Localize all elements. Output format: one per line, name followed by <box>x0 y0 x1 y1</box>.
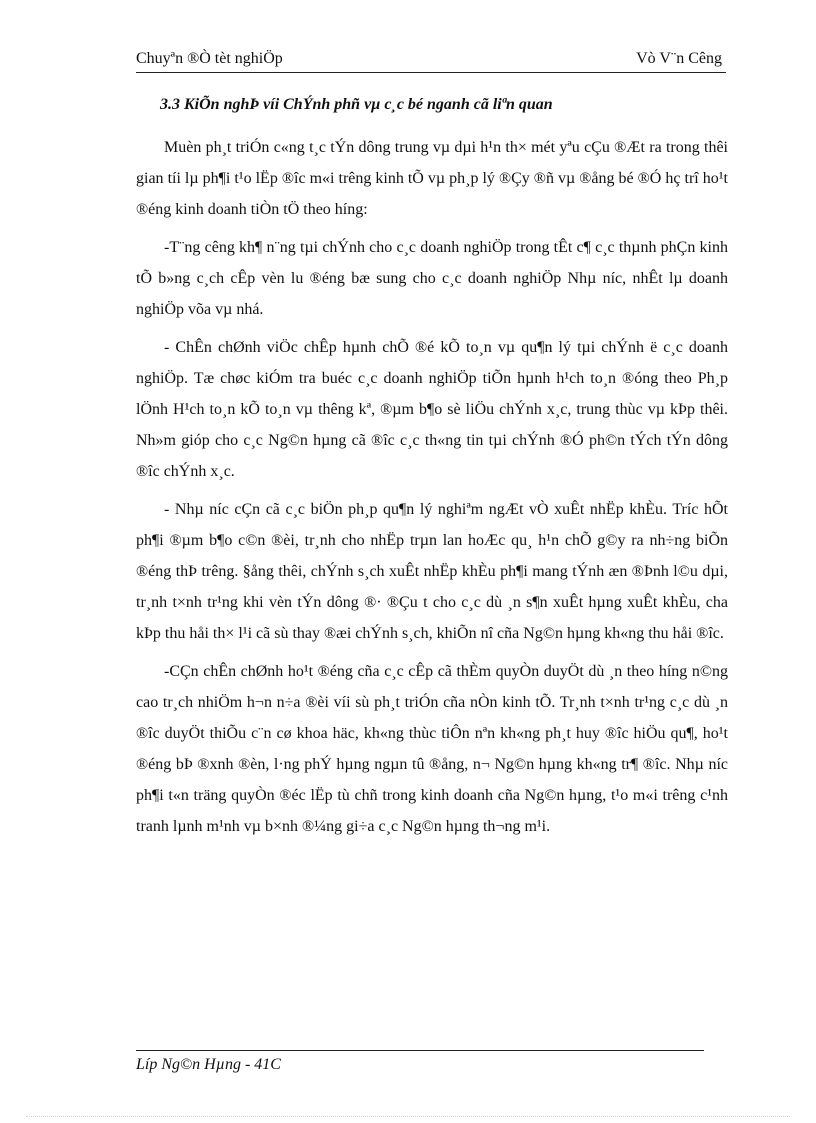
paragraph-1: Muèn ph¸t triÓn c«ng t¸c tÝn dông trung vµ dµi h¹n th× mét yªu cÇu ®Æt ra trong thêi gian tíi lµ ph¶i t¹o lËp ®îc m«i trêng kinh tÕ vµ ph¸p lý ®Çy ®ñ vµ ®ång bé ®Ó hç trî ho¹t ®éng kinh doanh tiÒn tÖ theo híng: <box>136 139 728 218</box>
footer-divider <box>136 1050 704 1051</box>
paragraph-4: - Nhµ níc cÇn cã c¸c biÖn ph¸p qu¶n lý nghiªm ngÆt vÒ xuÊt nhËp khÈu. Tríc hÕt ph¶i ®µm b¶o c©n ®èi, tr¸nh cho nhËp trµn lan hoÆc qu¸ h¹n chÕ g©y ra nh÷ng biÕn ®éng thÞ trêng. §ång thêi, chÝnh s¸ch xuÊt nhËp khÈu ph¶i mang tÝnh æn ®Þnh l©u dµi, tr¸nh t×nh tr¹ng khi vèn tÝn dông ®· ®Çu t cho c¸c dù ¸n s¶n xuÊt hµng xuÊt khÈu, cha kÞp thu håi th× l¹i cã sù thay ®æi chÝnh s¸ch, khiÕn nî cña Ng©n hµng kh«ng thu håi ®îc. <box>136 501 728 642</box>
section-title: 3.3 KiÕn nghÞ víi ChÝnh phñ vµ c¸c bé nganh cã liªn quan <box>160 96 553 113</box>
paragraph-3: - ChÊn chØnh viÖc chÊp hµnh chÕ ®é kÕ to¸n vµ qu¶n lý tµi chÝnh ë c¸c doanh nghiÖp. Tæ chøc kiÓm tra buéc c¸c doanh nghiÖp tiÕn hµnh h¹ch to¸n ®óng theo Ph¸p lÖnh H¹ch to¸n kÕ to¸n vµ thêng kª, ®µm b¶o sè liÖu chÝnh x¸c, trung thùc vµ kÞp thêi. Nh»m gióp cho c¸c Ng©n hµng cã ®îc c¸c th«ng tin tµi chÝnh ®Ó ph©n tÝch tÝn dông ®îc chÝnh x¸c. <box>136 339 728 480</box>
header-thesis-title: Chuyªn ®Ò tèt nghiÖp <box>136 50 283 67</box>
page-footer: Líp Ng©n Hµng - 41C <box>136 1056 281 1073</box>
paragraph-2: -T¨ng cêng kh¶ n¨ng tµi chÝnh cho c¸c doanh nghiÖp trong tÊt c¶ c¸c thµnh phÇn kinh tÕ b»ng c¸ch cÊp vèn lu ®éng bæ sung cho c¸c doanh nghiÖp Nhµ níc, nhÊt lµ doanh nghiÖp võa vµ nhá. <box>136 239 728 318</box>
paragraph-5: -CÇn chÊn chØnh ho¹t ®éng cña c¸c cÊp cã thÈm quyÒn duyÖt dù ¸n theo híng n©ng cao tr¸ch nhiÖm h¬n n÷a ®èi víi sù ph¸t triÓn cña nÒn kinh tÕ. Tr¸nh t×nh tr¹ng c¸c dù ¸n ®îc duyÖt thiÕu c¨n cø khoa häc, kh«ng thùc tiÔn nªn kh«ng ph¸t huy ®îc hiÖu qu¶, ho¹t ®éng bÞ ®xnh ®èn, l·ng phÝ hµng ngµn tû ®ång, n¬ Ng©n hµng kh«ng tr¶ ®îc. Nhµ níc ph¶i t«n träng quyÒn ®éc lËp tù chñ trong kinh doanh cña Ng©n hµng, t¹o m«i trêng c¹nh tranh lµnh m¹nh vµ b×nh ®¼ng gi÷a c¸c Ng©n hµng th¬ng m¹i. <box>136 663 728 835</box>
body-text <box>136 132 728 849</box>
page-header <box>136 48 726 73</box>
header-author-name: Vò V¨n Cêng <box>636 50 722 67</box>
page-edge-divider <box>26 1116 790 1117</box>
